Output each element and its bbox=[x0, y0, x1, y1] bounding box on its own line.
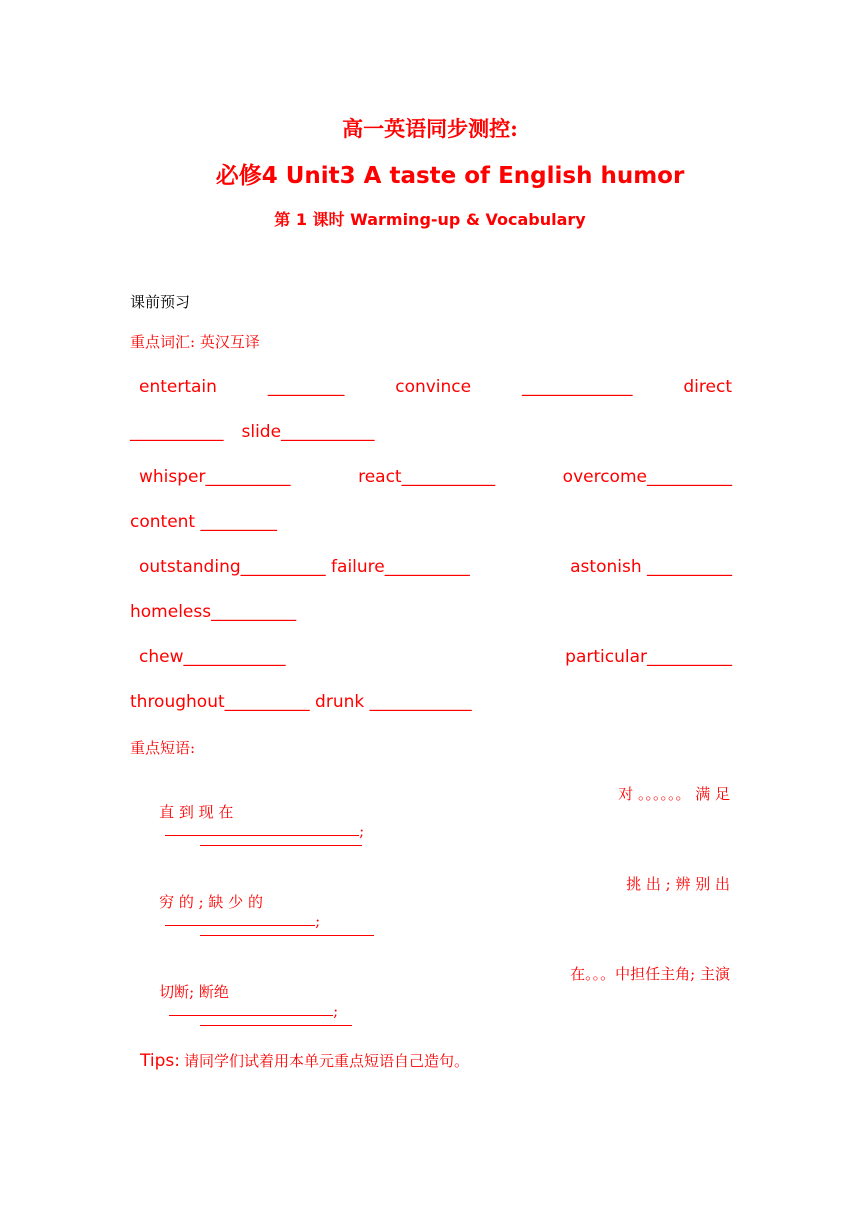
phrase-item: 对 。。。。。。 满 足 bbox=[618, 785, 730, 803]
vocab-line bbox=[130, 602, 732, 622]
phrase-item: 挑 出 ; 辨 别 出 bbox=[626, 875, 730, 893]
phrase-item bbox=[140, 963, 338, 1038]
vocab-item: direct bbox=[683, 377, 732, 397]
vocab-line bbox=[130, 647, 732, 667]
answer-blank bbox=[165, 924, 315, 926]
answer-blank bbox=[165, 834, 359, 836]
vocab-blank: ___________ bbox=[130, 422, 224, 442]
semicolon: ; bbox=[315, 912, 321, 930]
vocab-item: slide___________ bbox=[241, 422, 375, 442]
vocab-item: outstanding__________ failure__________ bbox=[139, 557, 470, 577]
phrase-heading: 重点短语: bbox=[130, 739, 196, 757]
vocab-item: particular__________ bbox=[565, 647, 732, 667]
phrase-item bbox=[140, 783, 364, 858]
vocab-heading: 重点词汇: 英汉互译 bbox=[130, 333, 260, 351]
document-subtitle: 必修4 Unit3 A taste of English humor bbox=[215, 163, 685, 189]
vocab-item: convince bbox=[395, 377, 472, 397]
answer-blank bbox=[169, 1014, 333, 1016]
phrase-item: 在。。。中担任主角; 主演 bbox=[570, 965, 730, 983]
vocab-line bbox=[130, 377, 732, 397]
answer-blank bbox=[200, 1025, 352, 1026]
answer-blank bbox=[200, 935, 374, 936]
vocab-line bbox=[130, 422, 732, 442]
phrase-item bbox=[140, 873, 320, 948]
section-heading-prepare: 课前预习 bbox=[130, 293, 191, 311]
vocab-line bbox=[130, 467, 732, 487]
vocab-item: content _________ bbox=[130, 512, 277, 532]
phrase-label: 穷 的 ; 缺 少 的 bbox=[159, 893, 263, 911]
vocab-line bbox=[130, 512, 732, 532]
tips-text: 请同学们试着用本单元重点短语自己造句。 bbox=[183, 1052, 469, 1070]
vocab-item: chew____________ bbox=[139, 647, 286, 667]
vocab-line bbox=[130, 692, 732, 712]
vocab-blank: _____________ bbox=[522, 377, 633, 397]
lesson-title: 第 1 课时 Warming-up & Vocabulary bbox=[274, 210, 586, 229]
vocab-item: react___________ bbox=[358, 467, 496, 487]
vocab-item: entertain bbox=[139, 377, 217, 397]
vocab-item: whisper__________ bbox=[139, 467, 291, 487]
phrase-label: 直 到 现 在 bbox=[159, 803, 234, 821]
vocab-blank: _________ bbox=[267, 377, 345, 397]
vocab-item: overcome__________ bbox=[562, 467, 732, 487]
document-title: 高一英语同步测控: bbox=[342, 116, 518, 141]
answer-blank bbox=[200, 845, 362, 846]
vocab-item: homeless__________ bbox=[130, 602, 297, 622]
vocab-item: throughout__________ drunk ____________ bbox=[130, 692, 472, 712]
semicolon: ; bbox=[333, 1002, 339, 1020]
phrase-label: 切断; 断绝 bbox=[159, 983, 229, 1001]
vocab-line bbox=[130, 557, 732, 577]
semicolon: ; bbox=[359, 822, 365, 840]
vocab-item: astonish __________ bbox=[570, 557, 732, 577]
tips-label: Tips: bbox=[140, 1051, 180, 1071]
tips-line bbox=[140, 1050, 469, 1071]
